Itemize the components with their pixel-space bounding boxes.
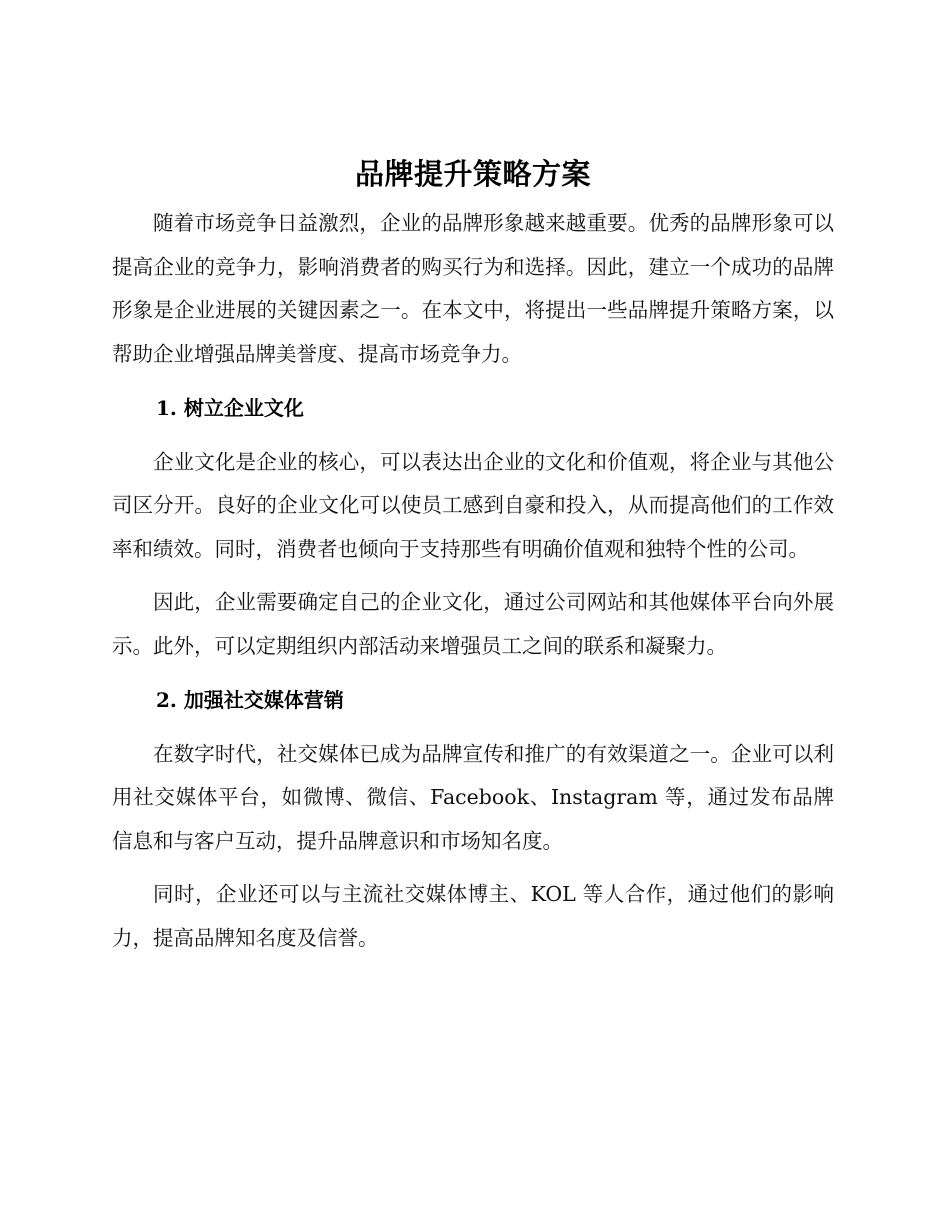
section-paragraph: 同时，企业还可以与主流社交媒体博主、KOL 等人合作，通过他们的影响力，提高品牌知名度及信誉。	[112, 882, 834, 950]
section-heading-corporate-culture: 1. 树立企业文化	[156, 396, 304, 420]
document-title: 品牌提升策略方案	[354, 157, 591, 191]
intro-paragraph: 随着市场竞争日益激烈，企业的品牌形象越来越重要。优秀的品牌形象可以提高企业的竞争力，影响消费者的购买行为和选择。因此，建立一个成功的品牌形象是企业进展的关键因素之一。在本文中，将提出一些品牌提升策略方案，以帮助企业增强品牌美誉度、提高市场竞争力。	[112, 211, 834, 366]
section-paragraph: 在数字时代，社交媒体已成为品牌宣传和推广的有效渠道之一。企业可以利用社交媒体平台，如微博、微信、Facebook、Instagram 等，通过发布品牌信息和与客户互动，提升品牌意识和市场知名度。	[112, 741, 834, 853]
section-paragraph: 因此，企业需要确定自己的企业文化，通过公司网站和其他媒体平台向外展示。此外，可以定期组织内部活动来增强员工之间的联系和凝聚力。	[112, 590, 834, 658]
section-paragraph: 企业文化是企业的核心，可以表达出企业的文化和价值观，将企业与其他公司区分开。良好的企业文化可以使员工感到自豪和投入，从而提高他们的工作效率和绩效。同时，消费者也倾向于支持那些有明确价值观和独特个性的公司。	[112, 449, 834, 561]
document-body	[112, 146, 834, 960]
section-heading-social-media-marketing: 2. 加强社交媒体营销	[156, 688, 344, 712]
